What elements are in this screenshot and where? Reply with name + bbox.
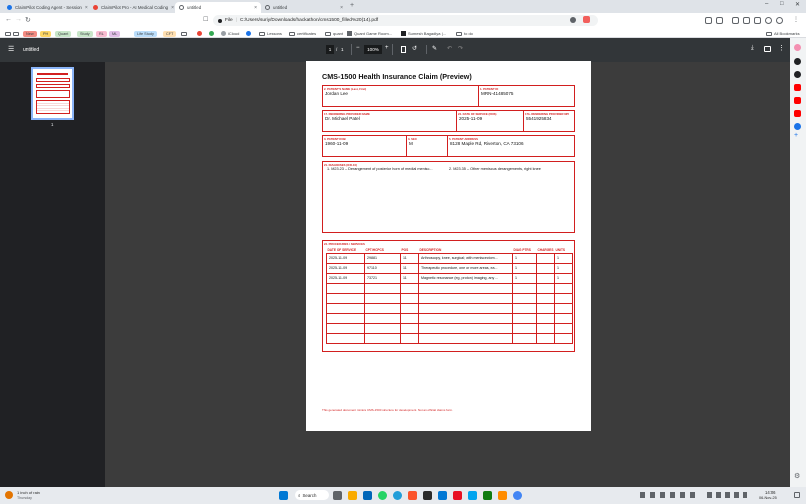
bookmark-ml[interactable]: ML [109, 30, 120, 37]
close-window-button[interactable]: ✕ [795, 2, 801, 8]
bookmark-quant-game-room[interactable]: Quant Game Room... [347, 30, 392, 37]
tab-claimpilot-pro[interactable] [89, 2, 175, 13]
tab-label: untitled [187, 5, 202, 10]
bookmark-apps-icon[interactable] [5, 30, 11, 37]
bookmark-quant-folder[interactable]: quant [325, 30, 343, 37]
menu-icon[interactable]: ☰ [8, 46, 15, 53]
new-tab-button[interactable]: + [350, 2, 355, 9]
column-header: CPT/HCPCS [365, 247, 401, 253]
table-row-empty [327, 303, 573, 313]
app-icon[interactable] [483, 491, 492, 500]
pdf-toolbar [0, 38, 790, 62]
tab-label: untitled [273, 5, 288, 10]
file-icon [218, 19, 222, 23]
close-tab-icon[interactable]: × [84, 4, 88, 11]
dob-value: 1960-11-09 [325, 141, 349, 146]
thumbnail-sidebar [0, 62, 105, 487]
npi-value: 5541925834 [526, 116, 552, 121]
extension-icon[interactable] [705, 17, 712, 24]
tab-favicon-icon [7, 5, 12, 10]
procedures-section [322, 240, 575, 352]
weather-subtext: Thursday [17, 496, 32, 500]
incognito-icon[interactable] [570, 17, 576, 23]
column-header: UNITS [555, 247, 573, 253]
document-title: CMS-1500 Health Insurance Claim (Preview) [322, 72, 472, 81]
whatsapp-icon[interactable] [378, 491, 387, 500]
browser-side-rail [790, 38, 806, 487]
bookmarks-bar [0, 29, 806, 38]
table-row: 2025-11-09 73721 11 Magnetic resonance (eg, proton) imaging, any ... 1 1 [327, 273, 573, 283]
puzzle-icon[interactable] [743, 17, 750, 24]
tab-untitled-active[interactable] [175, 2, 261, 13]
back-icon[interactable]: ← [5, 16, 12, 23]
date-of-service-field: 24. DATE OF SERVICE (DOS) 2025-11-09 [457, 111, 524, 131]
patient-name-field: 2. PATIENT'S NAME (Last, First) Jordan Lee [323, 86, 479, 106]
provider-field: 17. RENDERING PROVIDER NAME Dr. Michael Patel [323, 111, 457, 131]
bookmark-icloud[interactable]: iCloud [221, 30, 239, 37]
divider [392, 44, 393, 55]
search-icon: ⌕ [298, 492, 301, 498]
close-tab-icon[interactable]: × [340, 4, 343, 11]
table-row-empty [327, 333, 573, 343]
table-row-empty [327, 313, 573, 323]
table-row: 2025-11-09 29881 11 Arthroscopy, knee, surgical; with meniscectom... 1 1 [327, 253, 573, 263]
bookmark-icon[interactable] [209, 30, 214, 37]
github-icon[interactable] [794, 58, 801, 65]
app-icon[interactable] [468, 491, 477, 500]
globe-icon [265, 5, 270, 10]
column-header: DATE OF SERVICE [327, 247, 365, 253]
diagnosis-1: 1. M23.23 – Derangement of posterior horn of medial menisc... [327, 167, 433, 171]
document-footer: This generated document mimics CMS-1500 structure for development. Not an official claims form. [322, 408, 453, 412]
print-icon[interactable] [764, 46, 771, 52]
table-row-empty [327, 283, 573, 293]
bookmark-life-study[interactable]: Life Study [134, 30, 157, 37]
menu-kebab-icon[interactable]: ⋮ [793, 17, 799, 23]
tab-favicon-icon [93, 5, 98, 10]
brave-icon[interactable] [408, 491, 417, 500]
patient-name-section [322, 85, 575, 107]
weather-text[interactable]: 1 inch of rain [17, 490, 40, 495]
fit-page-icon[interactable] [401, 46, 406, 53]
patient-id-field: 1. PATIENT ID MRN-41485075 [480, 87, 514, 96]
address-value: 8128 Maple Rd, Riverton, CA 73106 [450, 141, 524, 146]
bookmark-icon[interactable] [181, 30, 187, 37]
bookmark-lessons[interactable]: Lessons [259, 30, 282, 37]
divider [351, 44, 352, 55]
sex-value: M [409, 141, 413, 146]
weather-icon[interactable] [5, 491, 13, 499]
tab-label: ClaimPilot Coding Agent - Session [15, 5, 82, 10]
undo-icon[interactable]: ↶ [447, 46, 453, 52]
column-header: POS [401, 247, 419, 253]
chrome-icon[interactable] [513, 491, 522, 500]
table-row-empty [327, 323, 573, 333]
page-thumbnail[interactable] [31, 67, 74, 120]
zoom-out-icon[interactable]: − [356, 45, 360, 51]
column-header: CHARGES [537, 247, 554, 252]
all-bookmarks[interactable]: All Bookmarks [766, 30, 800, 37]
tab-label: ClaimPilot Pro - AI Medical Coding [101, 5, 169, 10]
close-tab-icon[interactable]: × [171, 4, 175, 11]
file-explorer-icon[interactable] [348, 491, 357, 500]
windows-taskbar [0, 487, 806, 504]
bookmark-new[interactable]: New [23, 30, 37, 37]
patient-id-value: MRN-41485075 [481, 91, 514, 96]
bookmark-quant[interactable]: Quant [55, 30, 71, 37]
table-row-empty [327, 293, 573, 303]
thumbnail-page-label: 1 [51, 122, 54, 127]
table-row: 2025-11-09 97110 11 Therapeutic procedure, one or more areas, ea... 1 1 [327, 263, 573, 273]
telegram-icon[interactable] [393, 491, 402, 500]
pdf-page [306, 61, 591, 431]
bookmark-sumesh[interactable]: Sumesh Bagadiya |... [401, 30, 446, 37]
network-volume-battery-icons[interactable] [707, 492, 747, 498]
bookmark-icon[interactable] [246, 30, 251, 37]
demographics-section [322, 135, 575, 157]
bookmark-page-icon[interactable]: ☐ [203, 17, 209, 23]
extension-icon[interactable] [716, 17, 723, 24]
provider-section [322, 110, 575, 132]
column-header: DESCRIPTION [419, 247, 513, 253]
browser-toolbar [0, 13, 806, 29]
page-number-input[interactable]: 1 [326, 45, 334, 54]
page-total: 1 [341, 47, 344, 52]
app-icon[interactable] [453, 491, 462, 500]
diagnoses-label: 21. DIAGNOSES (ICD-10) [324, 163, 357, 167]
download-icon[interactable]: ⤓ [751, 45, 754, 51]
provider-value: Dr. Michael Patel [325, 116, 360, 121]
forward-icon[interactable]: → [15, 16, 22, 23]
diagnoses-section [322, 161, 575, 233]
bookmark-certificates[interactable]: certificates [289, 30, 316, 37]
youtube-icon[interactable] [794, 97, 801, 104]
tab-strip [0, 0, 806, 13]
tab-untitled[interactable] [261, 2, 347, 13]
divider [426, 45, 427, 54]
bookmark-icon[interactable] [197, 30, 202, 37]
bookmark-ph[interactable]: PH [40, 30, 51, 37]
diagnosis-2: 2. M23.35 – Other meniscus derangements, right knee [449, 167, 541, 171]
zoom-input[interactable]: 100% [364, 45, 382, 54]
windows-start-icon[interactable] [279, 491, 288, 500]
sex-field: 3. SEX M [407, 136, 448, 156]
clock-date[interactable]: 06-Nov-25 [759, 496, 777, 500]
wallet-icon[interactable] [765, 17, 772, 24]
brave-shield-icon[interactable] [583, 16, 590, 23]
url-scheme: File [225, 18, 233, 23]
close-tab-icon[interactable]: × [254, 4, 257, 11]
column-header: DIAG PTRS [513, 247, 537, 253]
bookmark-cft[interactable]: CFT [163, 30, 176, 37]
annotate-icon[interactable]: ✎ [432, 46, 438, 52]
taskbar-search[interactable]: ⌕ Search [295, 490, 329, 500]
extension-icon[interactable] [794, 44, 801, 51]
redo-icon[interactable]: ↷ [458, 46, 464, 52]
bookmark-icon[interactable] [13, 30, 19, 37]
procedures-label: 24. PROCEDURES / SERVICES [324, 242, 365, 246]
npi-field: 17b. RENDERING PROVIDER NPI 5541925834 [525, 112, 569, 121]
profile-icon[interactable] [776, 17, 783, 24]
folder-icon [259, 32, 265, 36]
more-options-icon[interactable]: ⋮ [778, 45, 785, 52]
pdf-title: untitled [23, 47, 40, 53]
system-tray-icons[interactable] [640, 492, 700, 498]
vscode-icon[interactable] [363, 491, 372, 500]
app-icon[interactable] [438, 491, 447, 500]
tab-claimpilot-session[interactable] [3, 2, 89, 13]
app-icon[interactable] [498, 491, 507, 500]
folder-icon [325, 32, 331, 36]
bookmark-rl[interactable]: RL [96, 30, 107, 37]
minimize-button[interactable]: – [765, 1, 769, 7]
sidepanel-icon[interactable] [754, 17, 761, 24]
clock-time[interactable]: 14:06 [765, 490, 776, 495]
zoom-in-icon[interactable]: + [385, 45, 389, 51]
add-icon[interactable]: + [794, 132, 799, 139]
url-text: C:/Users/suriy/Downloads/hackathon/cms1500_filled%20(14).pdf [239, 18, 379, 23]
page-separator: / [336, 47, 338, 52]
bookmark-to-do[interactable]: to do [456, 30, 473, 37]
folder-icon [766, 32, 772, 36]
download-icon[interactable] [732, 17, 739, 24]
youtube-icon[interactable] [794, 84, 801, 91]
address-bar[interactable]: File | C:/Users/suriy/Downloads/hackathon/cms1500_filled%20(14).pdf [213, 15, 598, 26]
rotate-icon[interactable]: ↺ [412, 46, 418, 52]
bookmark-study[interactable]: Study [77, 30, 93, 37]
globe-icon [179, 5, 184, 10]
dob-field: 3. PATIENT DOB 1960-11-09 [323, 136, 407, 156]
youtube-icon[interactable] [794, 110, 801, 117]
terminal-icon[interactable] [423, 491, 432, 500]
reload-icon[interactable]: ↻ [25, 17, 31, 24]
folder-icon [456, 32, 462, 36]
procedures-table [326, 247, 573, 344]
extension-icon[interactable] [794, 123, 801, 130]
folder-icon [289, 32, 295, 36]
date-of-service-value: 2025-11-09 [459, 116, 483, 121]
patient-name-value: Jordan Lee [325, 91, 348, 96]
github-icon[interactable] [794, 71, 801, 78]
notification-icon[interactable] [794, 492, 800, 498]
maximize-button[interactable]: □ [780, 1, 784, 7]
task-view-icon[interactable] [333, 491, 342, 500]
settings-icon[interactable]: ⚙ [794, 473, 801, 480]
address-field: 5. PATIENT ADDRESS 8128 Maple Rd, Riverton, CA 73106 [449, 137, 524, 146]
